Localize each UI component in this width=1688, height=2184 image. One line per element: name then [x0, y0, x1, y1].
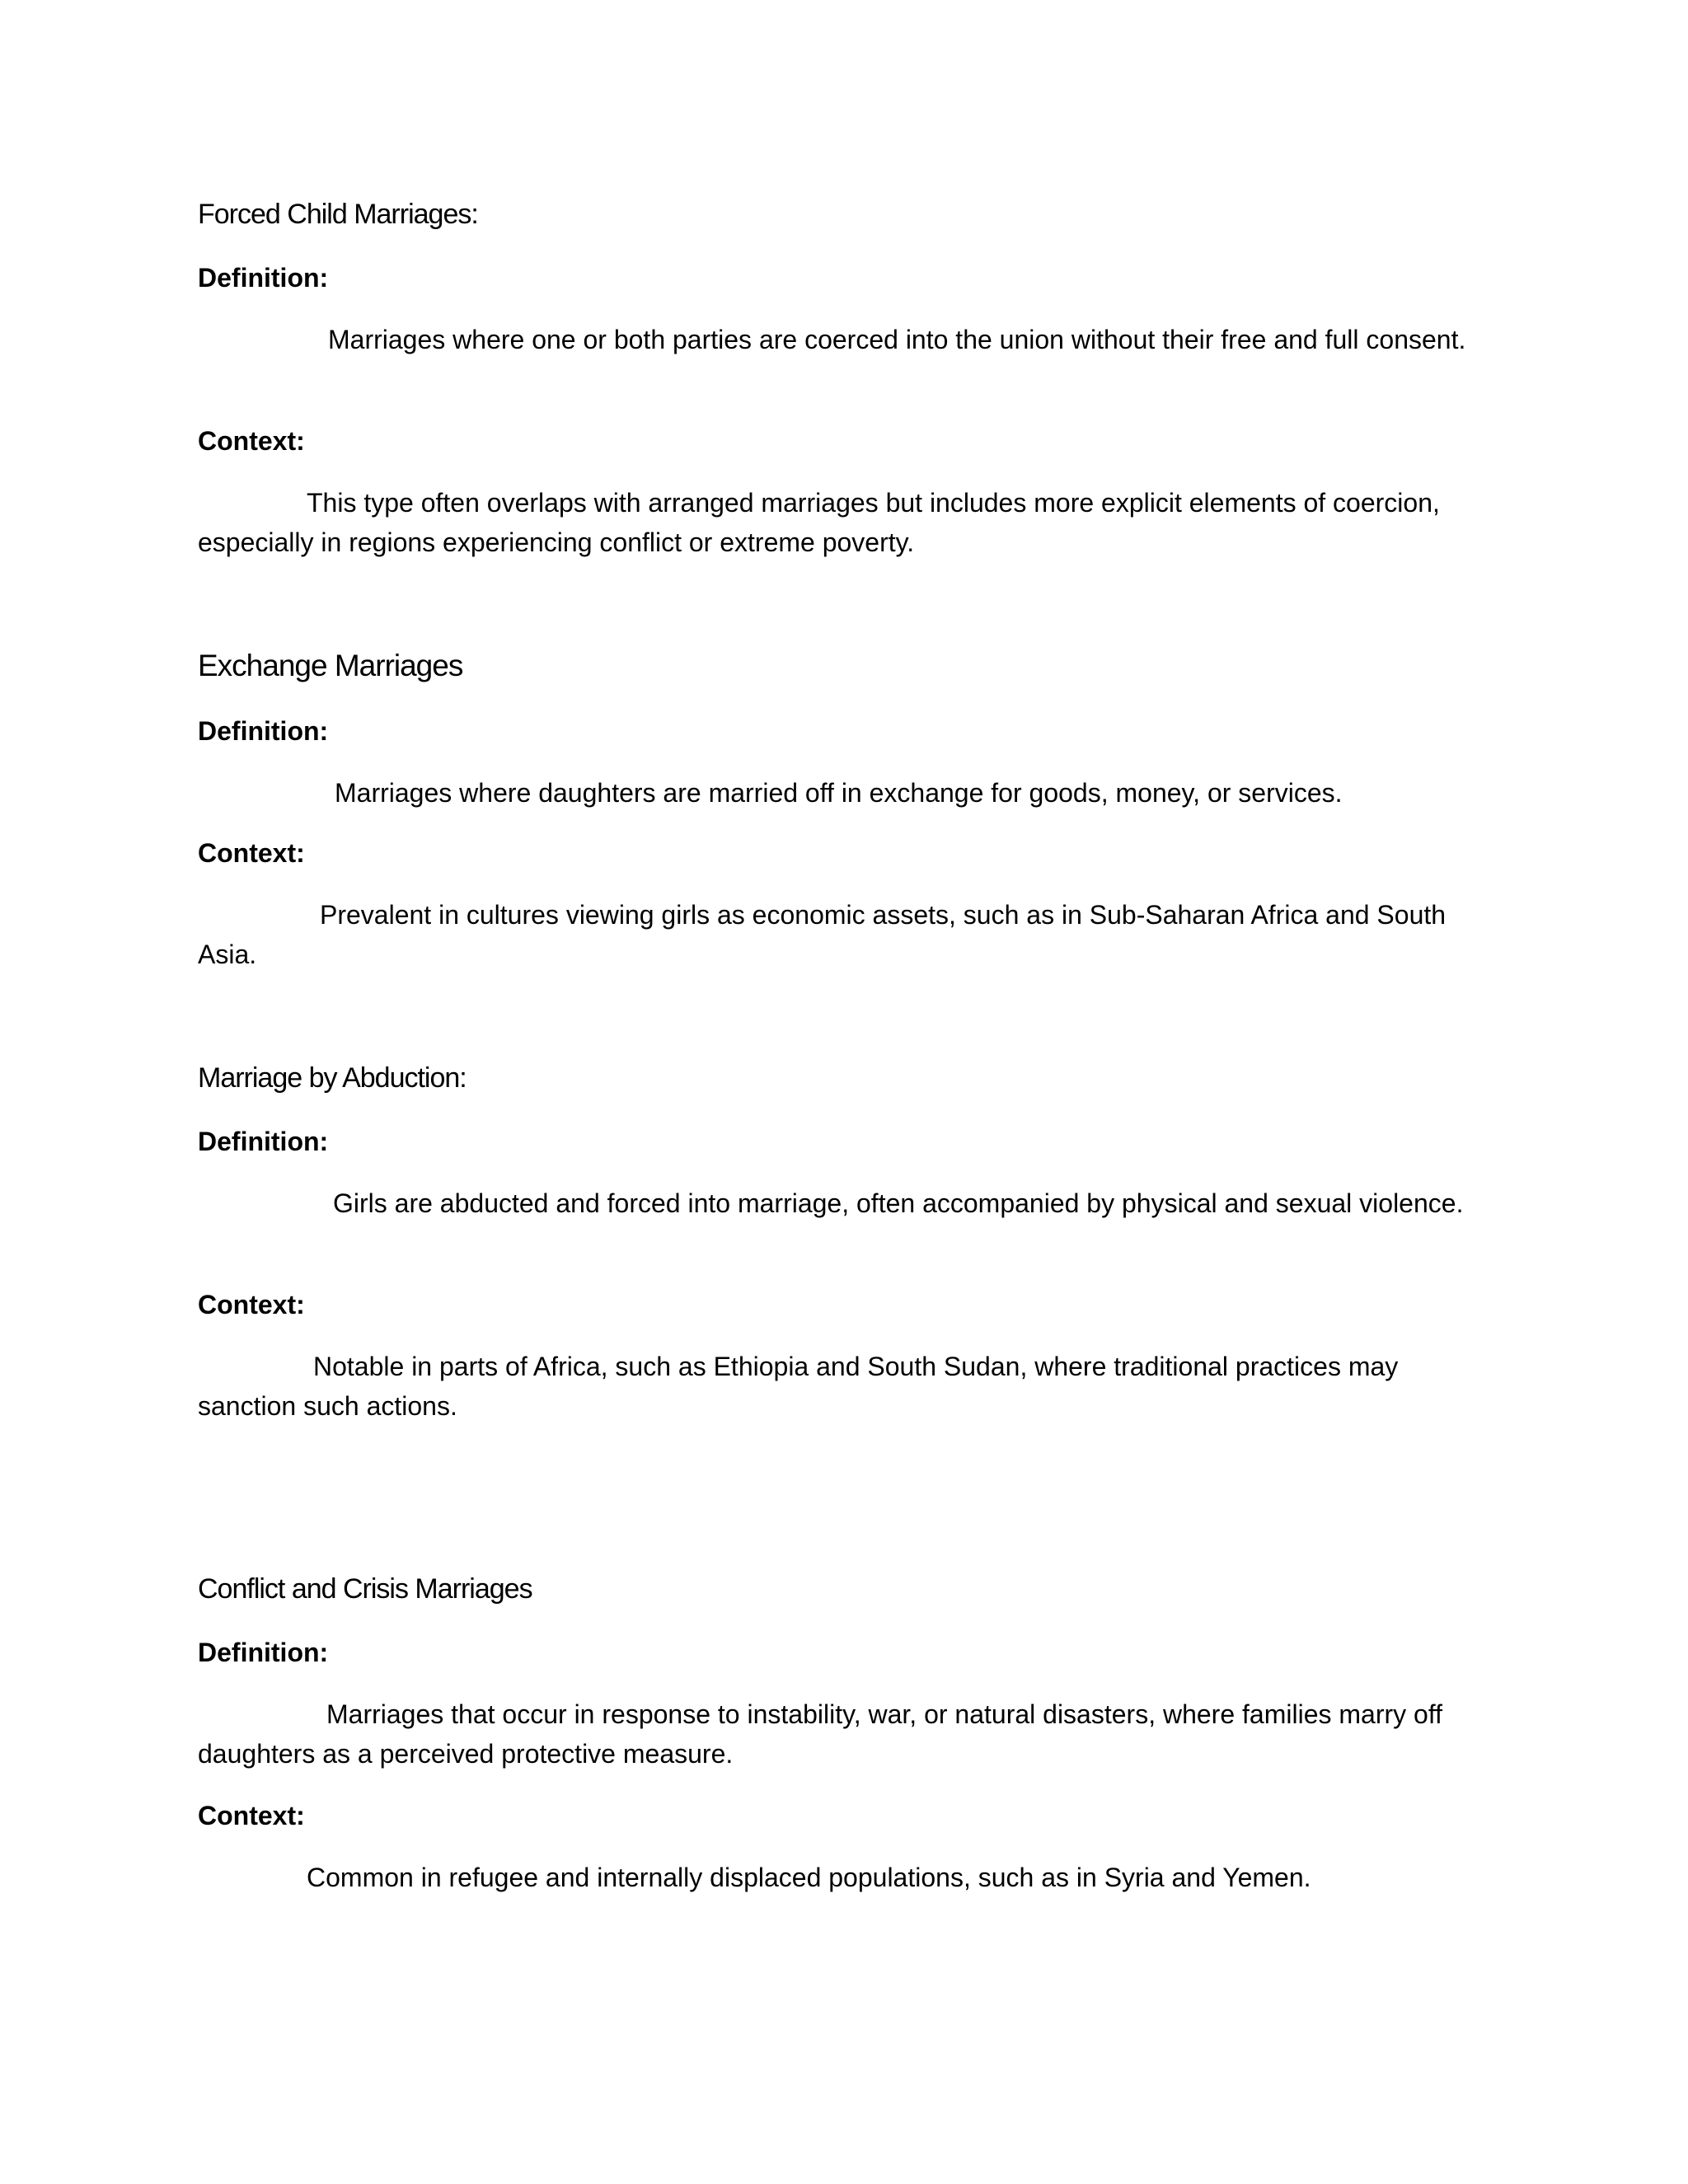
definition-label: Definition: [198, 1127, 329, 1156]
context-label: Context: [198, 1290, 305, 1319]
context-text: Notable in parts of Africa, such as Ethiopia and South Sudan, where traditional practices may sanction such actions. [198, 1352, 1399, 1421]
context-label: Context: [198, 838, 305, 868]
definition-text: Marriages where one or both parties are coerced into the union without their free and full consent. [328, 325, 1466, 354]
definition-label: Definition: [198, 263, 329, 293]
section-heading: Forced Child Marriages: [198, 199, 478, 230]
context-text: Prevalent in cultures viewing girls as economic assets, such as in Sub-Saharan Africa and South Asia. [198, 900, 1447, 969]
section-heading: Marriage by Abduction: [198, 1062, 467, 1094]
context-text: Common in refugee and internally displaced populations, such as in Syria and Yemen. [307, 1863, 1311, 1892]
definition-label: Definition: [198, 716, 329, 746]
section-heading: Conflict and Crisis Marriages [198, 1573, 532, 1605]
definition-text: Marriages that occur in response to instability, war, or natural disasters, where families marry off daughters as a perceived protective measure. [198, 1699, 1443, 1769]
definition-label: Definition: [198, 1638, 329, 1667]
section-heading: Exchange Marriages [198, 649, 463, 682]
definition-text: Girls are abducted and forced into marriage, often accompanied by physical and sexual violence. [333, 1188, 1464, 1218]
definition-text: Marriages where daughters are married off in exchange for goods, money, or services. [335, 778, 1343, 808]
context-label: Context: [198, 426, 305, 456]
context-text: This type often overlaps with arranged marriages but includes more explicit elements of coercion, especially in regions experiencing conflict or extreme poverty. [198, 488, 1440, 557]
context-label: Context: [198, 1801, 305, 1830]
